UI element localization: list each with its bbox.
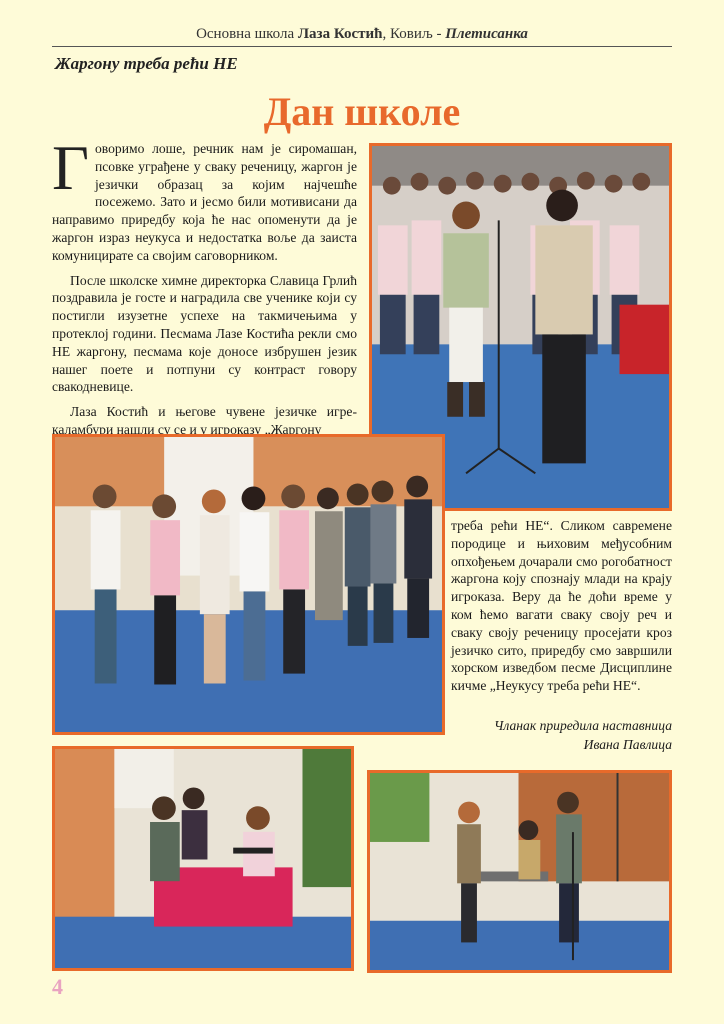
article-paragraph-4: треба рећи НЕ“. Сликом савремене породице и њиховим међусобним опхођењем дочарали смо рогобатност жаргона коју спознају млади на крају игроказа. Веру да ће доћи време у ком ћемо вагати сваку своју реч и сваку своју реченицу просејати кроз језичко сито, приредбу смо завршили хорском изведбом песме Дисциплине кичме „Неукусу треба рећи НЕ“. (451, 518, 672, 694)
article-paragraph-2: После школске химне директорка Славица Грлић поздравила је госте и наградила све ученике који су постигли изузетне успехе на такмичењима у протеклој години. Песмама Лазе Костића рекли смо НЕ жаргону, песмама које доносе избрушен језик нашег поете и потпуни су контраст говору свакодневице. (52, 272, 357, 395)
article-paragraph-1 (52, 132, 357, 265)
header-school-name: Лаза Костић (297, 26, 383, 42)
photo-stage-performers (367, 770, 672, 973)
signature-line-2: Ивана Павлица (583, 737, 672, 752)
photo-students-table (52, 746, 354, 971)
article-column-right (451, 517, 672, 695)
drop-cap: Г (52, 132, 89, 203)
header-rule (52, 46, 672, 47)
photo-students-row (52, 434, 445, 735)
section-title: Жаргону треба рећи НЕ (55, 54, 238, 73)
paragraph-1-text: оворимо лоше, речник нам је сиромашан, псовке уграђене у сваку реченицу, жаргон је језички образац за којим најчешће посежемо. Зато и јесмо били мотивисани да направимо приредбу која ће нас опоменути да је жаргон израз неукуса и недостатка воље да заиста комуницирате са својим саговорником. (52, 141, 357, 263)
running-header (52, 26, 672, 46)
header-place: , Ковиљ - (382, 26, 446, 42)
article-title: Дан школе (263, 89, 461, 134)
photo-stage-performers-image (370, 773, 669, 970)
signature-line-1: Чланак приредила наставница (494, 718, 672, 733)
header-prefix: Основна школа (196, 26, 298, 42)
article-signature (451, 716, 672, 754)
header-magazine-name: Плетисанка (445, 26, 528, 42)
page-number: 4 (52, 974, 63, 999)
photo-students-table-image (55, 749, 351, 968)
article-paragraph-3: Лаза Костић и његове чувене језичке игре-каламбури нашли су се и у игроказу „Жаргону (52, 404, 357, 437)
article-column-left (52, 132, 357, 446)
photo-students-row-image (55, 437, 442, 732)
